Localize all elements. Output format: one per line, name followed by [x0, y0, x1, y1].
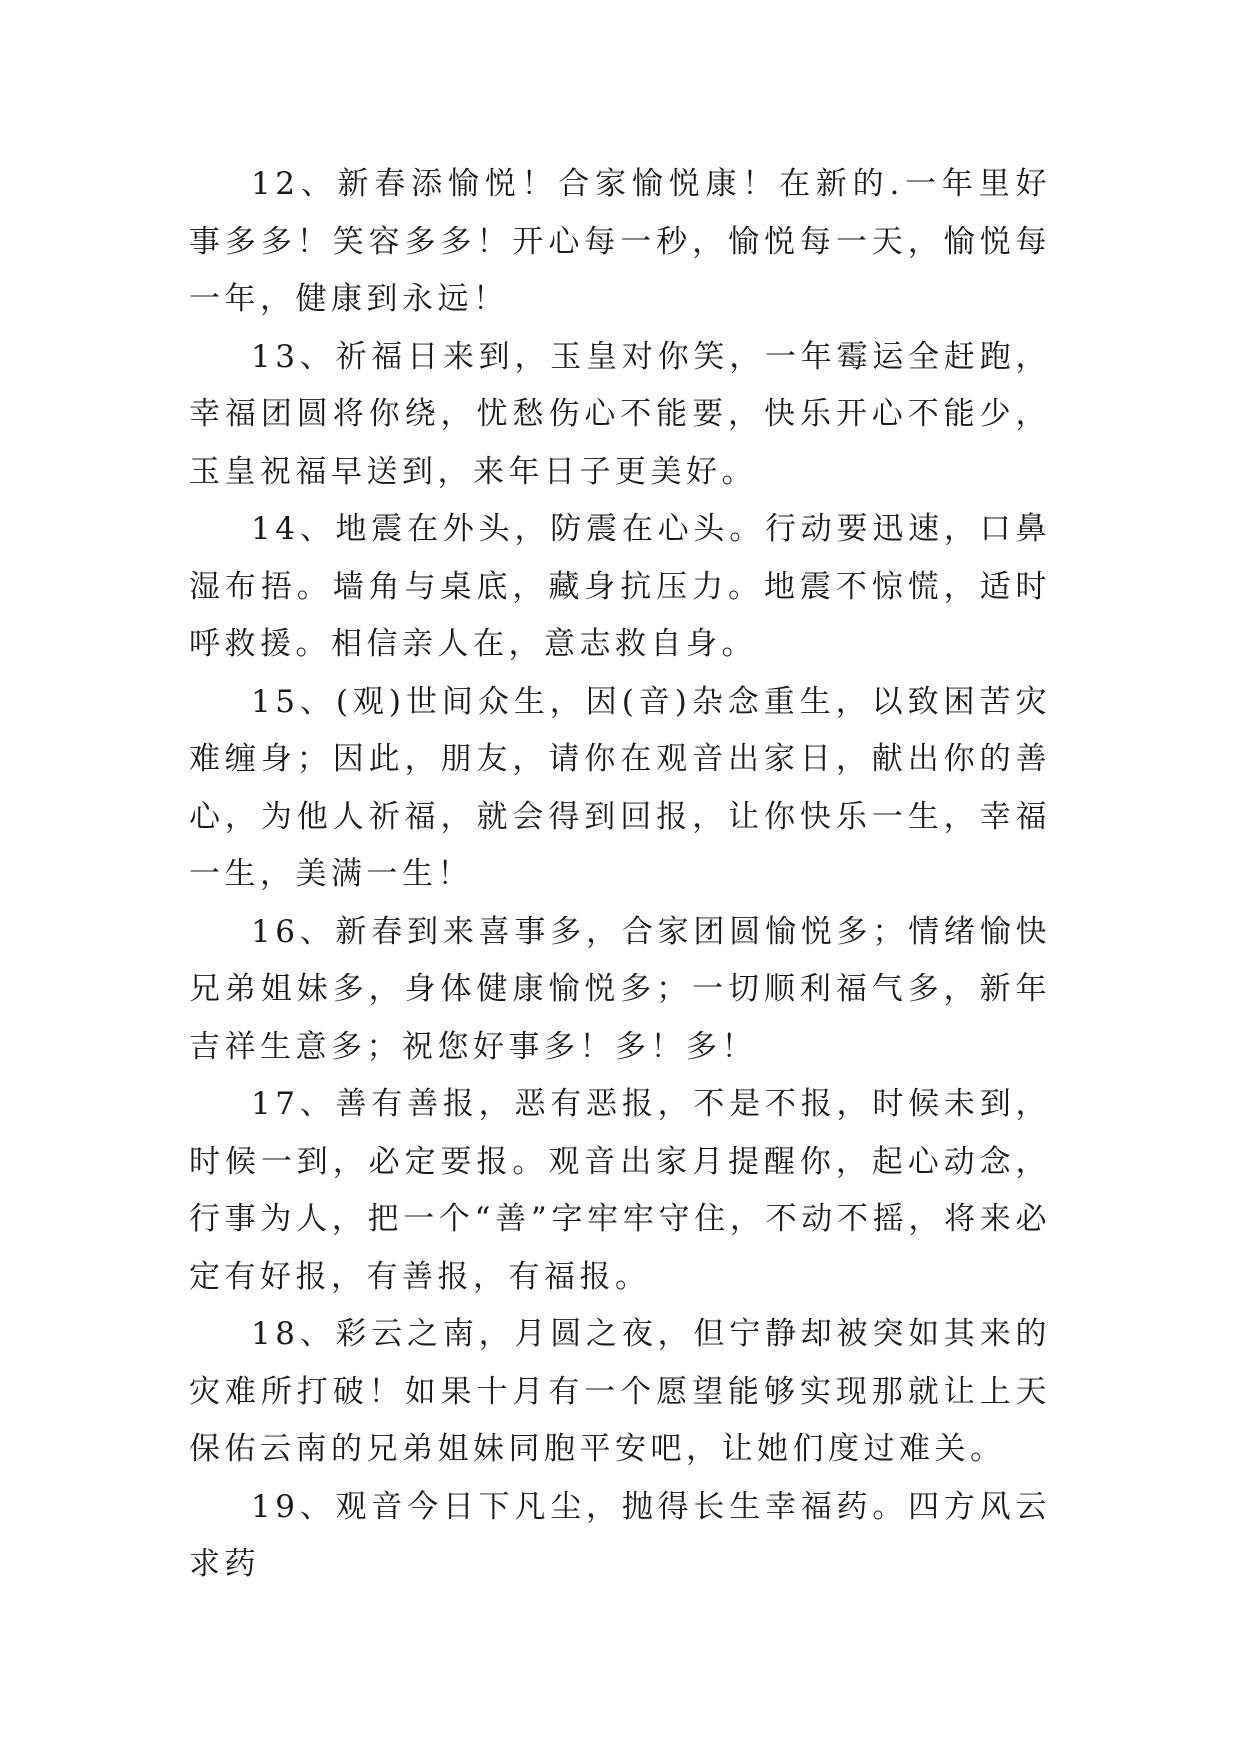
- paragraph-19: 19、观音今日下凡尘，抛得长生幸福药。四方风云求药: [189, 1488, 1051, 1582]
- paragraph-13: 13、祈福日来到，玉皇对你笑，一年霉运全赶跑，幸福团圆将你绕，忧愁伤心不能要，快乐开心不能少，玉皇祝福早送到，来年日子更美好。: [189, 338, 1051, 490]
- document-body: [189, 156, 1051, 1594]
- paragraph-16: 16、新春到来喜事多，合家团圆愉悦多；情绪愉快兄弟姐妹多，身体健康愉悦多；一切顺利福气多，新年吉祥生意多；祝您好事多！多！多！: [189, 913, 1051, 1065]
- paragraph-15: 15、(观)世间众生，因(音)杂念重生，以致困苦灾难缠身；因此，朋友，请你在观音出家日，献出你的善心，为他人祈福，就会得到回报，让你快乐一生，幸福一生，美满一生！: [189, 683, 1051, 892]
- paragraph-17: 17、善有善报，恶有恶报，不是不报，时候未到，时候一到，必定要报。观音出家月提醒你，起心动念，行事为人，把一个“善”字牢牢守住，不动不摇，将来必定有好报，有善报，有福报。: [189, 1086, 1051, 1295]
- paragraph-14: 14、地震在外头，防震在心头。行动要迅速，口鼻湿布捂。墙角与桌底，藏身抗压力。地震不惊慌，适时呼救援。相信亲人在，意志救自身。: [189, 511, 1051, 662]
- paragraph-12: 12、新春添愉悦！合家愉悦康！在新的.一年里好事多多！笑容多多！开心每一秒，愉悦每一天，愉悦每一年，健康到永远！: [189, 166, 1051, 317]
- paragraph-18: 18、彩云之南，月圆之夜，但宁静却被突如其来的灾难所打破！如果十月有一个愿望能够实现那就让上天保佑云南的兄弟姐妹同胞平安吧，让她们度过难关。: [189, 1316, 1051, 1467]
